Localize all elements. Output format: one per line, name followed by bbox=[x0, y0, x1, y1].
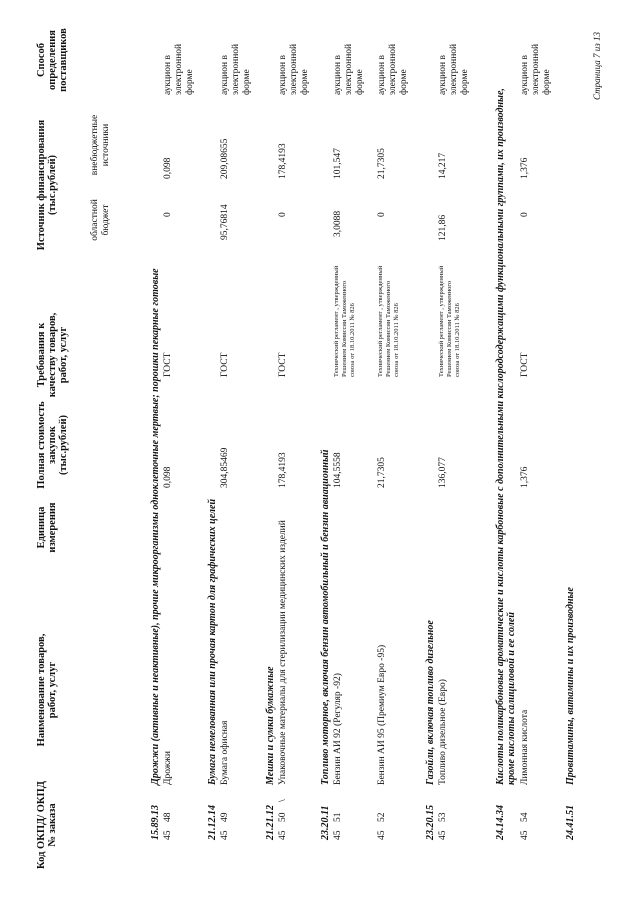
group-title: Кислоты поликарбоновые ароматические и кислоты карбоновые с дополнительными кислородсодержащими функциональными группами, их производные, кроме кислоты салициловой и ее солей bbox=[495, 88, 517, 785]
row-extra: 14,217 bbox=[438, 152, 448, 179]
row-total: 104,5558 bbox=[333, 452, 343, 488]
group-title: Газойли, включая топливо дизельное bbox=[425, 620, 436, 785]
row-method: аукцион в электронной форме bbox=[438, 43, 470, 95]
group-title: Мешки и сумки бумажные bbox=[265, 666, 276, 785]
row-regional: 0 bbox=[377, 212, 387, 217]
row-extra: 21,7305 bbox=[377, 148, 387, 179]
row-name: Топливо дизельное (Евро) bbox=[438, 679, 448, 785]
row-extra: 101,547 bbox=[333, 148, 343, 179]
header-financing-extra: внебюджетные источники bbox=[90, 114, 111, 176]
row-total: 1,376 bbox=[520, 466, 530, 488]
row-name: Дрожжи bbox=[163, 751, 173, 785]
row-mark: \ bbox=[278, 799, 288, 802]
row-requirements: ГОСТ bbox=[278, 352, 288, 377]
header-financing: Источник финансирования (тыс.рублей) bbox=[36, 119, 58, 251]
group-code: 24.41.51 bbox=[565, 805, 576, 840]
group-code: 24.14.34 bbox=[495, 805, 506, 840]
row-method: аукцион в электронной форме bbox=[520, 43, 552, 95]
row-total: 0,098 bbox=[163, 466, 173, 488]
row-name: Лимонная кислота bbox=[520, 709, 530, 785]
row-regional: 3,0088 bbox=[333, 210, 343, 237]
row-number-prefix: 45 bbox=[163, 830, 173, 840]
row-total: 304,85469 bbox=[220, 447, 230, 488]
row-name: Бумага офисная bbox=[220, 720, 230, 785]
group-title: Дрожжи (активные и неактивные), прочие микроорганизмы одноклеточные мертвые; порошки пекарные готовые bbox=[150, 268, 161, 785]
row-name: Бензин АИ 92 (Регуляр -92) bbox=[333, 673, 343, 785]
row-total: 136,077 bbox=[438, 457, 448, 488]
header-name: Наименование товаров, работ, услуг bbox=[36, 633, 58, 747]
row-number-prefix: 45 bbox=[333, 830, 343, 840]
header-financing-regional: областной бюджет bbox=[90, 199, 111, 241]
row-method: аукцион в электронной форме bbox=[333, 43, 365, 95]
row-name: Упаковочные материалы для стерилизации медицинских изделий bbox=[278, 520, 288, 785]
group-code: 23.20.11 bbox=[320, 805, 331, 840]
row-method: аукцион в электронной форме bbox=[278, 43, 310, 95]
header-unit: Единица измерения bbox=[36, 502, 58, 553]
row-regional: 0 bbox=[163, 212, 173, 217]
row-requirements: Технический регламент , утвержденный Решением Комиссии Таможенного союза от 18.10.2011 № 826 bbox=[438, 265, 461, 377]
row-extra: 0,098 bbox=[163, 157, 173, 179]
group-code: 23.20.15 bbox=[425, 805, 436, 840]
row-extra: 178,4193 bbox=[278, 143, 288, 179]
row-number: 49 bbox=[220, 812, 230, 822]
row-method: аукцион в электронной форме bbox=[163, 43, 195, 95]
row-number: 52 bbox=[377, 812, 387, 822]
header-code: Код ОКПД/ ОКПД № заказа bbox=[36, 781, 58, 869]
row-requirements: Технический регламент , утвержденный Решением Комиссии Таможенного союза от 18.10.2011 № 826 bbox=[377, 265, 400, 377]
row-regional: 95,76814 bbox=[220, 204, 230, 240]
row-requirements: ГОСТ bbox=[163, 352, 173, 377]
row-number: 54 bbox=[520, 812, 530, 822]
row-requirements: ГОСТ bbox=[520, 352, 530, 377]
header-method: Способ определения поставщиков bbox=[36, 28, 69, 92]
row-number-prefix: 45 bbox=[377, 830, 387, 840]
header-total: Полная стоимость закупок (тыс.рублей) bbox=[36, 401, 69, 489]
row-total: 178,4193 bbox=[278, 452, 288, 488]
row-number: 48 bbox=[163, 812, 173, 822]
row-number-prefix: 45 bbox=[520, 830, 530, 840]
header-requirements: Требования к качеству товаров, работ, услуг bbox=[36, 312, 69, 398]
page-number: Страница 7 из 13 bbox=[592, 32, 602, 100]
row-regional: 121,86 bbox=[438, 214, 448, 241]
row-number-prefix: 45 bbox=[278, 830, 288, 840]
row-number-prefix: 45 bbox=[438, 830, 448, 840]
group-code: 21.12.14 bbox=[207, 805, 218, 840]
row-number-prefix: 45 bbox=[220, 830, 230, 840]
row-regional: 0 bbox=[278, 212, 288, 217]
row-number: 53 bbox=[438, 812, 448, 822]
group-title: Провитамины, витамины и их производные bbox=[565, 587, 576, 785]
row-method: аукцион в электронной форме bbox=[220, 43, 252, 95]
row-method: аукцион в электронной форме bbox=[377, 43, 409, 95]
row-requirements: ГОСТ bbox=[220, 352, 230, 377]
row-extra: 209,08655 bbox=[220, 138, 230, 179]
group-code: 15.89.13 bbox=[150, 805, 161, 840]
row-number: 51 bbox=[333, 812, 343, 822]
group-title: Бумага немелованная или прочая картон для графических целей bbox=[207, 498, 218, 785]
row-extra: 1,376 bbox=[520, 157, 530, 179]
row-number: 50 bbox=[278, 812, 288, 822]
row-name: Бензин АИ 95 (Премиум Евро -95) bbox=[377, 644, 387, 785]
row-regional: 0 bbox=[520, 212, 530, 217]
group-title: Топливо моторное, включая бензин автомобильный и бензин авиационный bbox=[320, 449, 331, 785]
group-code: 21.21.12 bbox=[265, 805, 276, 840]
row-total: 21,7305 bbox=[377, 457, 387, 488]
row-requirements: Технический регламент , утвержденный Решением Комиссии Таможенного союза от 18.10.2011 № 826 bbox=[333, 265, 356, 377]
